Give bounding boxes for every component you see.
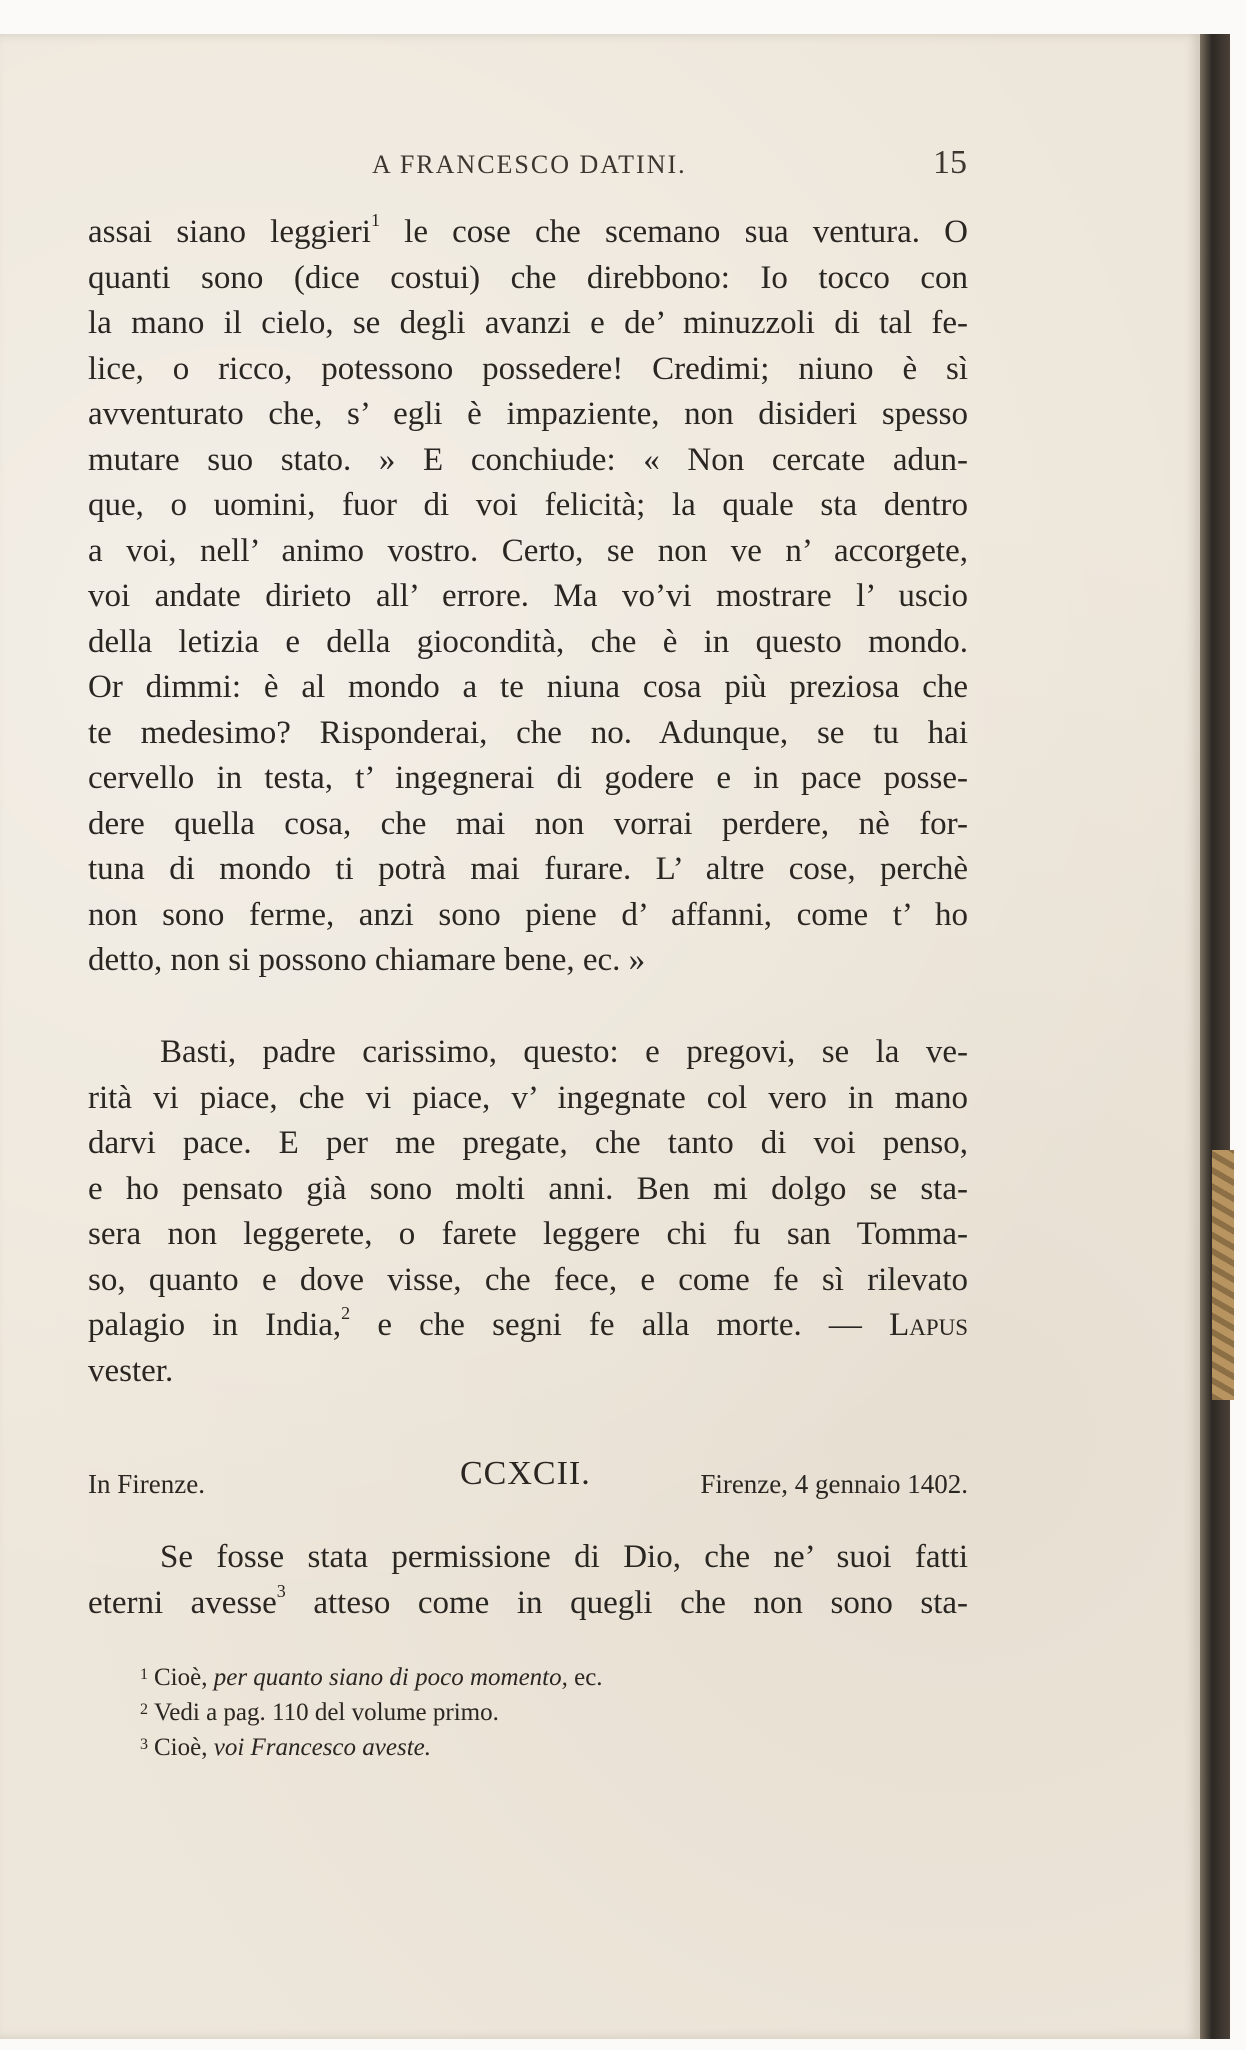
signature: Lapus [889,1307,969,1343]
footnote: $^2$ Vedi a pag. 110 del volume primo. [140,1699,499,1726]
text-line: tuna di mondo ti potrà mai furare. L’ altre cose, perchè [88,851,968,887]
spine-tab [1212,1150,1234,1400]
text-line: palagio in India,$^2$ e che segni fe alla morte. — Lapus [88,1303,969,1343]
footnote-ref: 2 [341,1303,351,1323]
text-line: e ho pensato già sono molti anni. Ben mi dolgo se sta- [88,1170,968,1207]
page-number: 15 [933,144,967,181]
text-line: eterni avesse$^3$ atteso come in quegli che non sono sta- [88,1580,969,1621]
letter-heading [88,1455,968,1505]
footnote-ref: 3 [276,1580,286,1601]
text-line: assai siano leggieri$^1$ le cose che scemano sua ventura. O [88,210,968,250]
paragraph-1 [88,210,968,984]
text-line: darvi pace. E per me pregate, che tanto di voi penso, [88,1125,968,1161]
letter-number: CCXCII. [460,1455,591,1492]
text-line: rità vi piace, che vi piace, v’ ingegnate col vero in mano [88,1079,968,1116]
text-line: te medesimo? Risponderai, che no. Adunque, se tu hai [88,714,968,751]
footnote: $^1$ Cioè, per quanto siano di poco momento, ec. [140,1664,603,1691]
paragraph-2 [88,1030,968,1394]
text-line: della letizia e della giocondità, che è in questo mondo. [88,623,968,660]
running-head-title: A FRANCESCO DATINI. [372,150,687,179]
text-line: dere quella cosa, che mai non vorrai perdere, nè for- [88,805,968,842]
text-line: non sono ferme, anzi sono piene d’ affanni, come t’ ho [88,896,968,933]
text-line: voi andate dirieto all’ errore. Ma vo’vi mostrare l’ uscio [88,578,968,614]
footnotes [140,1660,960,1765]
text-line: mutare suo stato. » E conchiude: « Non cercate adun- [88,441,968,478]
letter-date: Firenze, 4 gennaio 1402. [700,1469,968,1499]
footnote: $^3$ Cioè, voi Francesco aveste. [140,1734,431,1761]
text-line: la mano il cielo, se degli avanzi e de’ minuzzoli di tal fe- [88,305,968,341]
text-line: so, quanto e dove visse, che fece, e come fe sì rilevato [88,1261,968,1298]
book-spine [1200,34,1230,2039]
text-line: avventurato che, s’ egli è impaziente, non disideri spesso [88,396,968,432]
text-line: detto, non si possono chiamare bene, ec. » [88,942,646,978]
paragraph-3 [88,1535,968,1626]
text-line: lice, o ricco, potessono possedere! Credimi; niuno è sì [88,350,968,387]
text-line: Basti, padre carissimo, questo: e pregovi, se la ve- [160,1034,968,1070]
text-line: vester. [88,1352,174,1389]
text-line: que, o uomini, fuor di voi felicità; la quale sta dentro [88,487,968,523]
text-line: Se fosse stata permissione di Dio, che ne’ suoi fatti [160,1539,968,1575]
text-line: sera non leggerete, o farete leggere chi fu san Tomma- [88,1216,968,1252]
text-line: a voi, nell’ animo vostro. Certo, se non ve n’ accorgete, [88,532,968,569]
running-head [0,144,1200,200]
text-line: cervello in testa, t’ ingegnerai di godere e in pace posse- [88,760,968,796]
footnote-ref: 1 [370,210,380,230]
text-line: quanti sono (dice costui) che direbbono: Io tocco con [88,259,968,296]
letter-address: In Firenze. [88,1469,205,1499]
text-line: Or dimmi: è al mondo a te niuna cosa più preziosa che [88,669,968,705]
